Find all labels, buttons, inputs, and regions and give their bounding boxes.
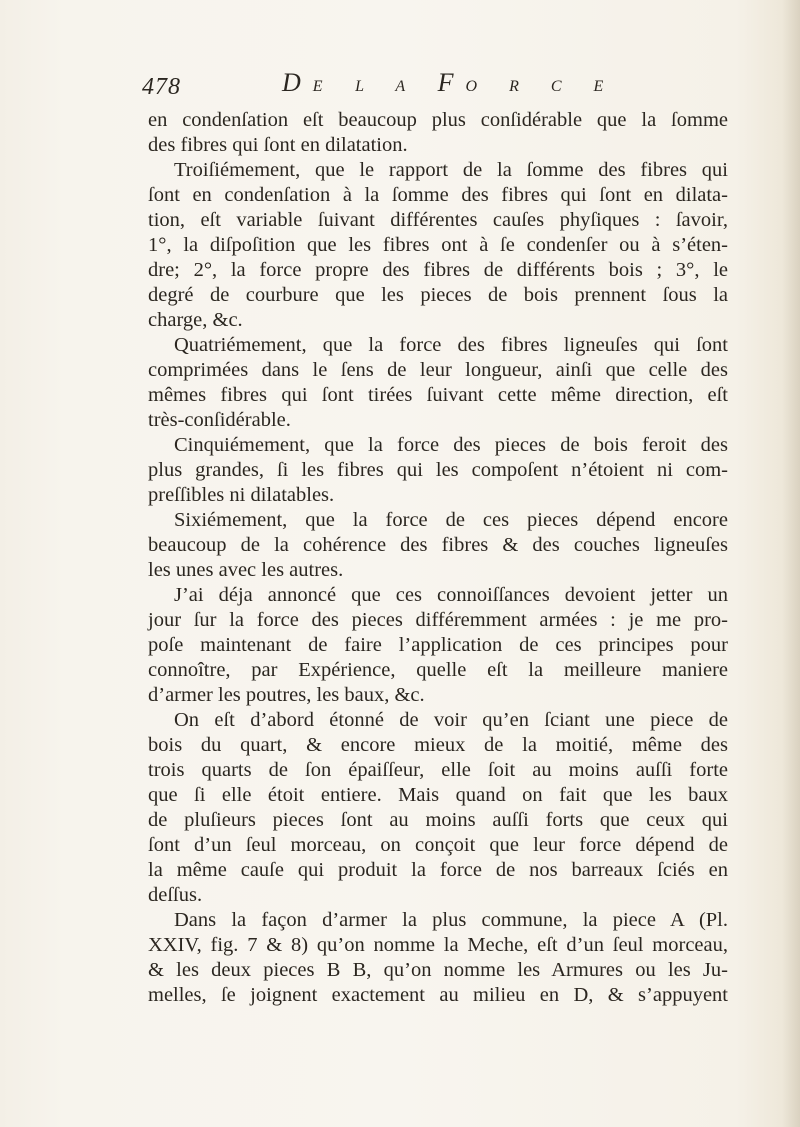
text-line: trois quarts de ſon épaiſſeur, elle ſoit au moins auſſi forte	[148, 759, 728, 781]
text-line: beaucoup de la cohérence des fibres & des couches ligneuſes	[148, 534, 728, 556]
text-line: mêmes fibres qui ſont tirées ſuivant cette même direction, eſt	[148, 384, 728, 406]
text-line: les unes avec les autres.	[148, 559, 344, 581]
running-title-d: D	[282, 68, 313, 97]
text-line: Sixiémement, que la force de ces pieces dépend encore	[174, 509, 728, 531]
text-line: deſſus.	[148, 884, 203, 906]
text-line: J’ai déja annoncé que ces connoiſſances devoient jetter un	[174, 584, 728, 606]
running-title-orce: O R C E	[465, 78, 618, 95]
text-line: ſont en condenſation à la ſomme des fibres qui ſont en dilata-	[148, 184, 728, 206]
text-line: ſont d’un ſeul morceau, on conçoit que leur force dépend de	[148, 834, 728, 856]
text-line: dre; 2°, la force propre des fibres de différents bois ; 3°, le	[148, 259, 728, 281]
text-line: & les deux pieces B B, qu’on nomme les Armures ou les Ju-	[148, 959, 728, 981]
text-line: que ſi elle étoit entiere. Mais quand on fait que les baux	[148, 784, 728, 806]
text-line: en condenſation eſt beaucoup plus conſidérable que la ſomme	[148, 109, 728, 131]
text-line: Troiſiémement, que le rapport de la ſomme des fibres qui	[174, 159, 728, 181]
text-line: poſe maintenant de faire l’application de ces principes pour	[148, 634, 728, 656]
text-line: On eſt d’abord étonné de voir qu’en ſciant une piece de	[174, 709, 728, 731]
text-line: XXIV, fig. 7 & 8) qu’on nomme la Meche, eſt d’un ſeul morceau,	[148, 934, 728, 956]
text-line: 1°, la diſpoſition que les fibres ont à ſe condenſer ou à s’éten-	[148, 234, 728, 256]
text-line: Dans la façon d’armer la plus commune, la piece A (Pl.	[174, 909, 728, 931]
text-line: bois du quart, & encore mieux de la moitié, même des	[148, 734, 728, 756]
text-line: Cinquiémement, que la force des pieces de bois feroit des	[174, 434, 728, 456]
page-edge-shadow	[782, 0, 800, 1127]
text-line: Quatriémement, que la force des fibres ligneuſes qui ſont	[174, 334, 728, 356]
text-line: la même cauſe qui produit la force de nos barreaux ſciés en	[148, 859, 728, 881]
running-title-la: L A	[355, 78, 420, 95]
text-line: de pluſieurs pieces ſont au moins auſſi forts que ceux qui	[148, 809, 728, 831]
text-line: d’armer les poutres, les baux, &c.	[148, 684, 425, 706]
running-title	[282, 68, 617, 98]
text-line: charge, &c.	[148, 309, 243, 331]
text-line: comprimées dans le ſens de leur longueur, ainſi que celle des	[148, 359, 728, 381]
text-line: jour ſur la force des pieces différemment armées : je me pro-	[148, 609, 728, 631]
text-line: preſſibles ni dilatables.	[148, 484, 335, 506]
text-line: connoître, par Expérience, quelle eſt la meilleure maniere	[148, 659, 728, 681]
text-line: très-conſidérable.	[148, 409, 291, 431]
page-number: 478	[142, 74, 181, 100]
body-text	[148, 108, 728, 1008]
text-line: tion, eſt variable ſuivant différentes cauſes phyſiques : ſavoir,	[148, 209, 728, 231]
text-line: melles, ſe joignent exactement au milieu en D, & s’appuyent	[148, 984, 728, 1006]
running-title-e: E	[312, 78, 337, 95]
text-line: plus grandes, ſi les fibres qui les compoſent n’étoient ni com-	[148, 459, 728, 481]
running-title-f: F	[437, 68, 466, 97]
text-line: degré de courbure que les pieces de bois prennent ſous la	[148, 284, 728, 306]
page-header	[142, 68, 742, 108]
text-line: des fibres qui ſont en dilatation.	[148, 134, 408, 156]
